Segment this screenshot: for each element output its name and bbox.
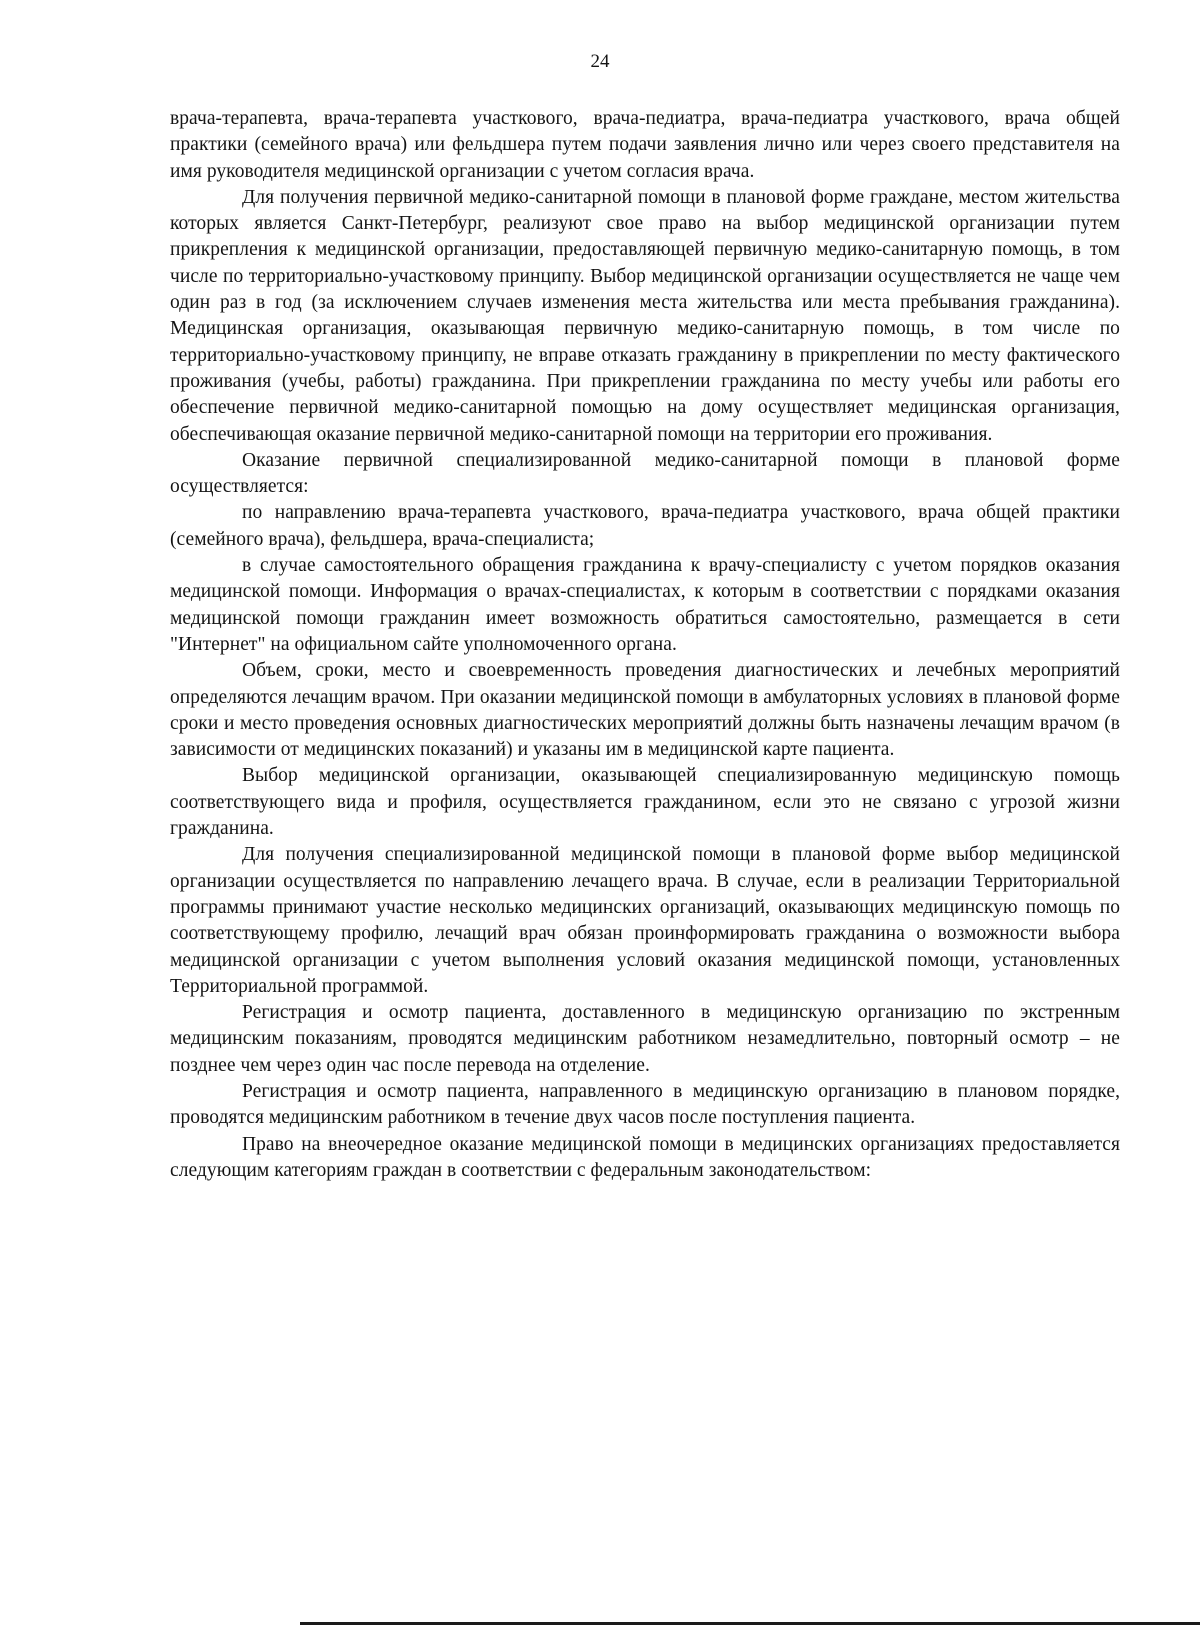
paragraph-primary-care-choice: Для получения первичной медико-санитарной помощи в плановой форме граждане, местом жительства которых является Санкт-Петербург, реализуют свое право на выбор медицинской организации путем прикрепления к медицинской организации, предоставляющей первичную медико-санитарную помощь, в том числе по территориально-участковому принципу. Выбор медицинской организации осуществляется не чаще чем один раз в год (за исключением случаев изменения места жительства или места пребывания гражданина). Медицинская организация, оказывающая первичную медико-санитарную помощь, в том числе по территориально-участковому принципу, не вправе отказать гражданину в прикреплении по месту фактического проживания (учебы, работы) гражданина. При прикреплении гражданина по месту учебы или работы его обеспечение первичной медико-санитарной помощью на дому осуществляет медицинская организация, обеспечивающая оказание первичной медико-санитарной помощи на территории его проживания.: [170, 186, 1120, 445]
paragraph-referral: по направлению врача-терапевта участкового, врача-педиатра участкового, врача общей практики (семейного врача), фельдшера, врача-специалиста;: [170, 502, 1120, 550]
paragraph-specialized-care-intro: Оказание первичной специализированной медико-санитарной помощи в плановой форме осуществляется:: [170, 449, 1120, 498]
paragraph-continuation: врача-терапевта, врача-терапевта участкового, врача-педиатра, врача-педиатра участкового, врача общей практики (семейного врача) или фельдшера путем подачи заявления лично или через своего представителя на имя руководителя медицинской организации с учетом согласия врача.: [170, 108, 1120, 182]
paragraph-scope-and-terms: Объем, сроки, место и своевременность проведения диагностических и лечебных мероприятий определяются лечащим врачом. При оказании медицинской помощи в амбулаторных условиях в плановой форме сроки и место проведения основных диагностических мероприятий должны быть назначены лечащим врачом (в зависимости от медицинских показаний) и указаны им в медицинской карте пациента.: [170, 660, 1120, 761]
paragraph-emergency-registration: Регистрация и осмотр пациента, доставленного в медицинскую организацию по экстренным медицинским показаниям, проводятся медицинским работником незамедлительно, повторный осмотр – не позднее чем через один час после перевода на отделение.: [170, 1002, 1120, 1076]
paragraph-planned-specialized: Для получения специализированной медицинской помощи в плановой форме выбор медицинской организации осуществляется по направлению лечащего врача. В случае, если в реализации Территориальной программы принимают участие несколько медицинских организаций, оказывающих медицинскую помощь по соответствующему профилю, лечащий врач обязан проинформировать гражданина о возможности выбора медицинской организации с учетом выполнения условий оказания медицинской помощи, установленных Территориальной программой.: [170, 844, 1120, 997]
paragraph-planned-registration: Регистрация и осмотр пациента, направленного в медицинскую организацию в плановом порядке, проводятся медицинским работником в течение двух часов после поступления пациента.: [170, 1080, 1120, 1129]
document-body: [170, 106, 1120, 1184]
paragraph-specialized-choice: Выбор медицинской организации, оказывающей специализированную медицинскую помощь соответствующего вида и профиля, осуществляется гражданином, если это не связано с угрозой жизни гражданина.: [170, 765, 1120, 840]
page-number: 24: [590, 51, 610, 72]
paragraph-priority-care: Право на внеочередное оказание медицинской помощи в медицинских организациях предоставляется следующим категориям граждан в соответствии с федеральным законодательством:: [170, 1133, 1120, 1181]
paragraph-self-referral: в случае самостоятельного обращения гражданина к врачу-специалисту с учетом порядков оказания медицинской помощи. Информация о врачах-специалистах, к которым в соответствии с порядками оказания медицинской помощи гражданин имеет возможность обратиться самостоятельно, размещается в сети "Интернет" на официальном сайте уполномоченного органа.: [170, 555, 1120, 655]
scan-edge-line: [300, 1622, 1200, 1625]
